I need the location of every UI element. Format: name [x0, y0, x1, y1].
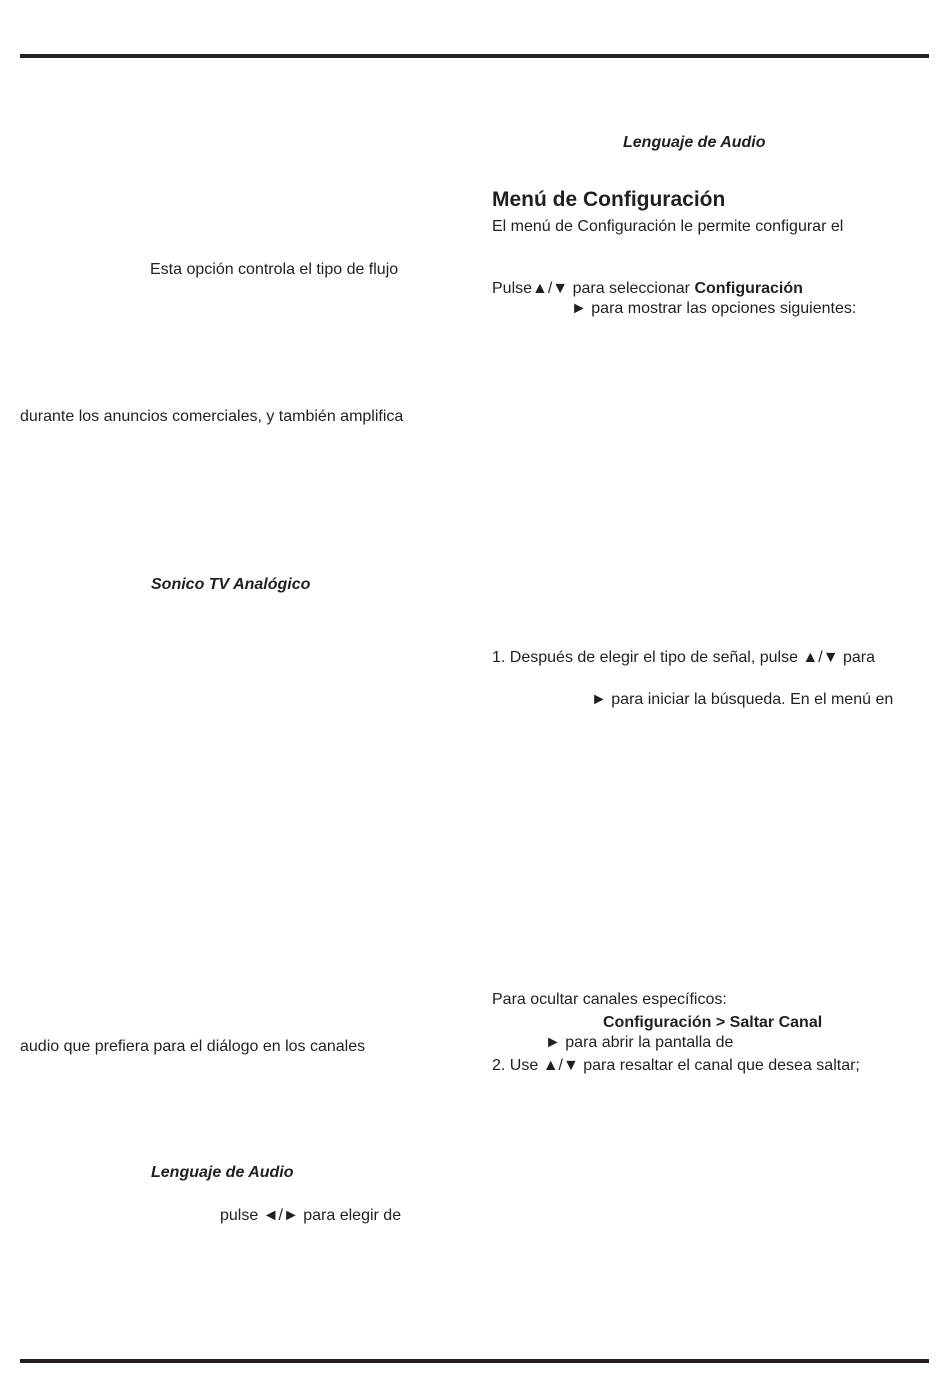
stream-control-line: Esta opción controla el tipo de flujo: [150, 261, 399, 278]
audio-language-heading-left: Lenguaje de Audio: [151, 1164, 294, 1181]
press-show-options-line: ► para mostrar las opciones siguientes:: [571, 300, 857, 317]
hide-channels-path: Configuración > Saltar Canal: [603, 1014, 823, 1031]
press-bold-config: Configuración: [694, 280, 803, 297]
section-title: Menú de Configuración: [492, 188, 726, 211]
press-select-line: [492, 280, 803, 298]
audio-language-heading-right: Lenguaje de Audio: [623, 134, 766, 151]
commercials-line: durante los anuncios comerciales, y también amplifica: [20, 408, 404, 425]
hide-channels-intro: Para ocultar canales específicos:: [492, 991, 727, 1008]
hide-channels-open: ► para abrir la pantalla de: [545, 1034, 734, 1051]
step1-line1: 1. Después de elegir el tipo de señal, pulse ▲/▼ para: [492, 649, 876, 666]
step2-line: 2. Use ▲/▼ para resaltar el canal que desea saltar;: [492, 1057, 860, 1074]
press-choose-line: pulse ◄/► para elegir de: [220, 1207, 402, 1224]
press-prefix: Pulse▲/▼ para seleccionar: [492, 280, 695, 297]
top-rule: [20, 54, 929, 58]
analog-tv-heading: Sonico TV Analógico: [151, 576, 311, 593]
intro-line: El menú de Configuración le permite configurar el: [492, 218, 844, 235]
bottom-rule: [20, 1359, 929, 1363]
audio-preference-line: audio que prefiera para el diálogo en los canales: [20, 1038, 366, 1055]
step1-line2: ► para iniciar la búsqueda. En el menú en: [591, 691, 894, 708]
